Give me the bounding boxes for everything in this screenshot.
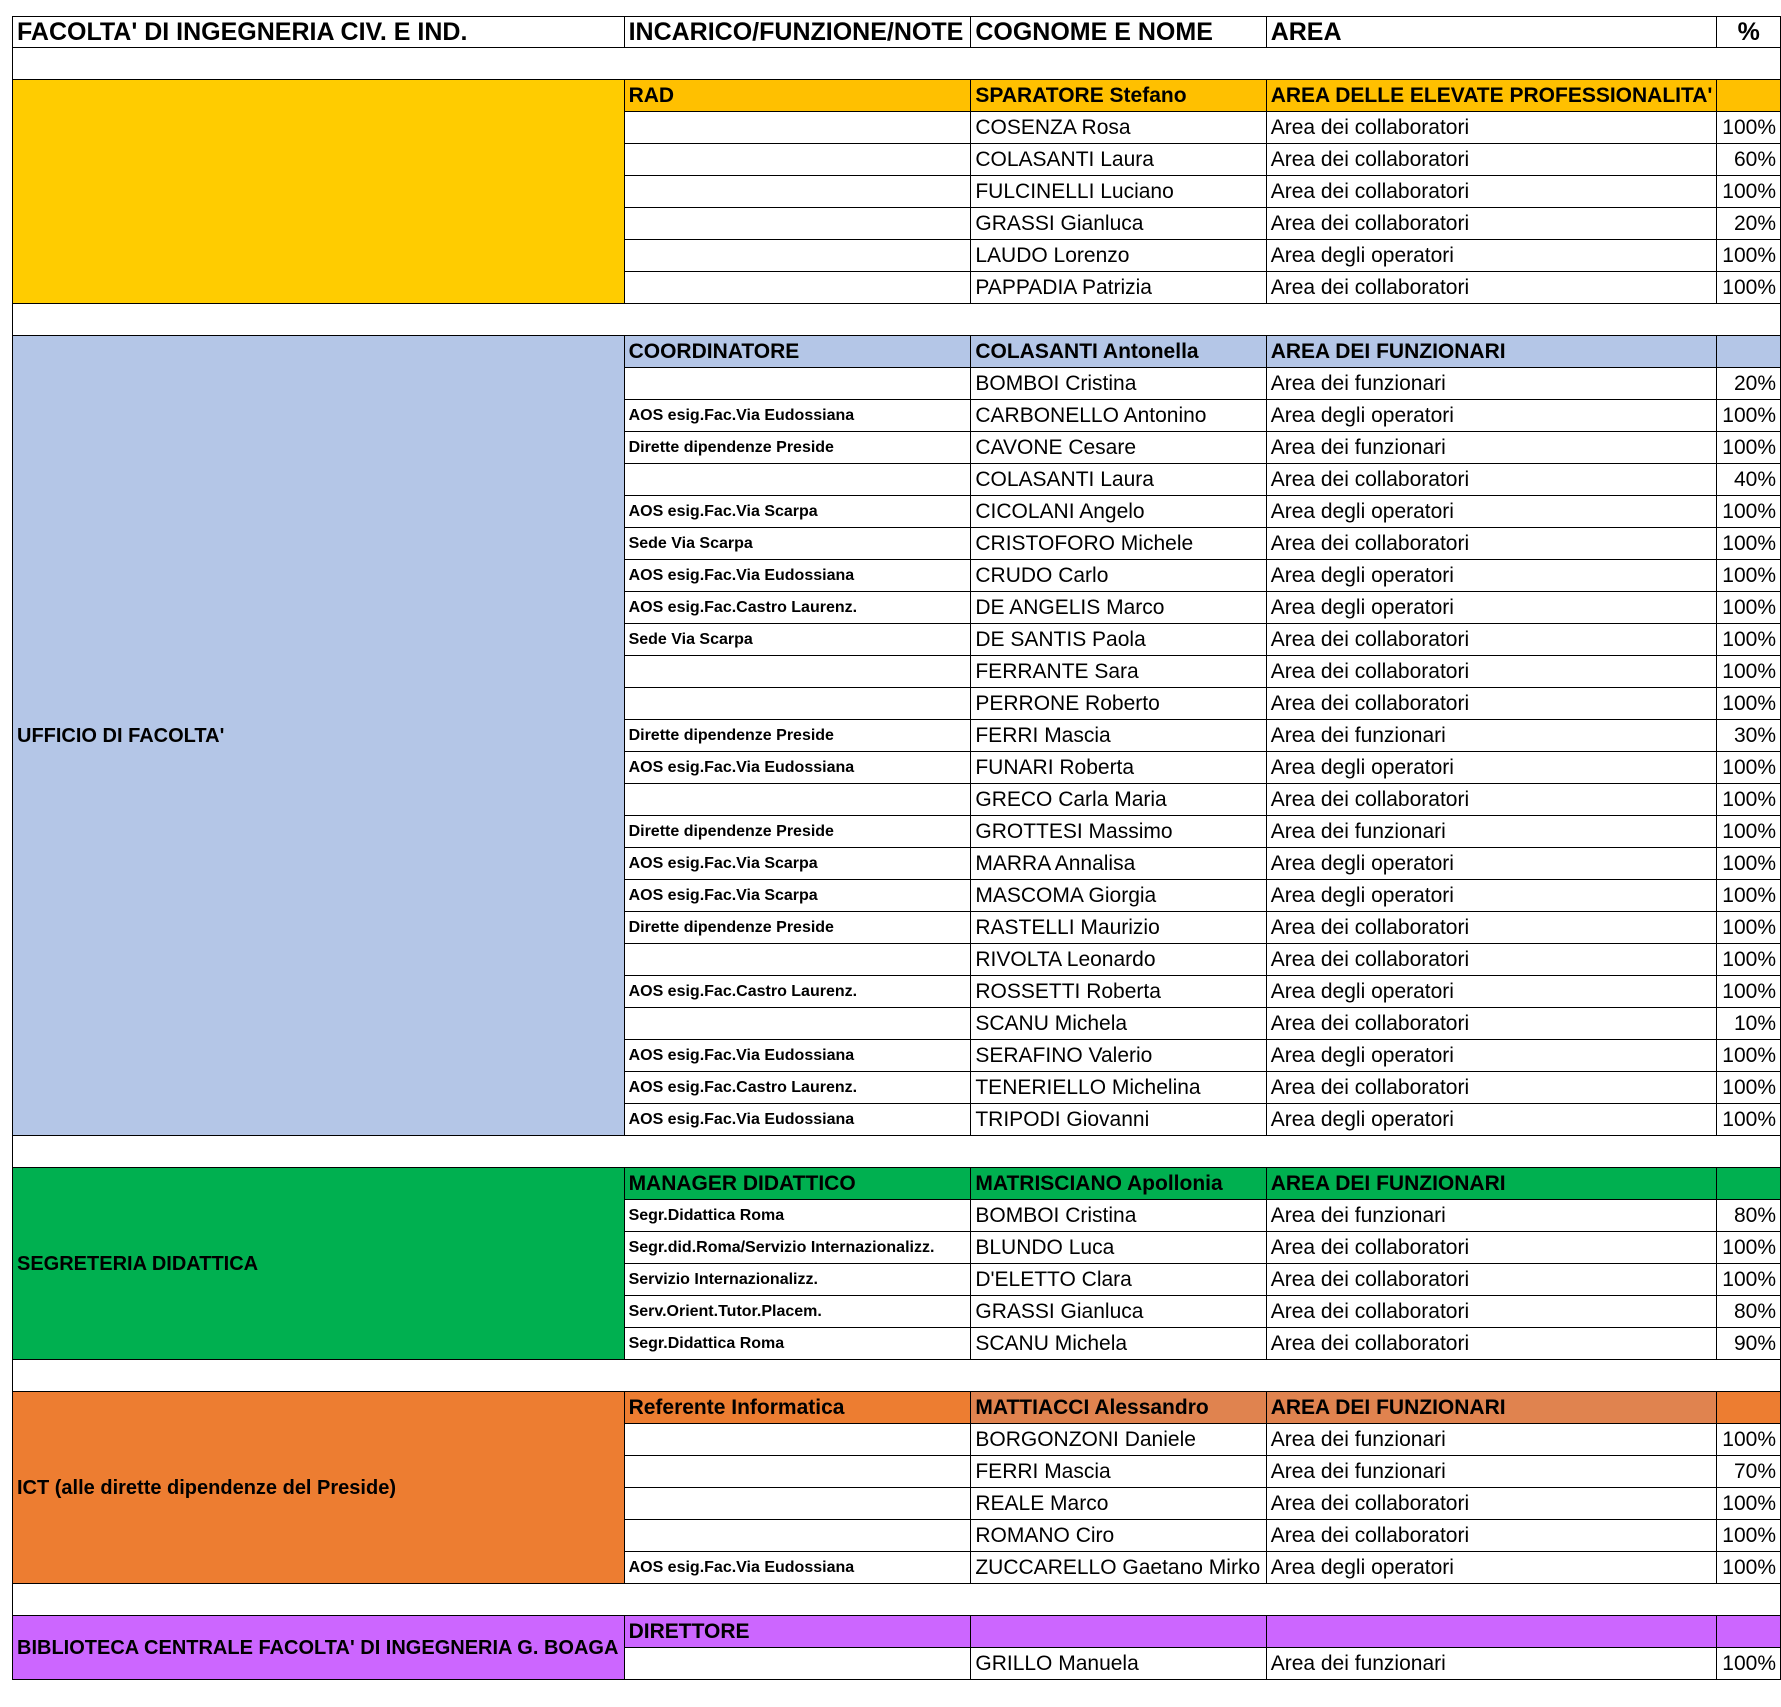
name-cell: TENERIELLO Michelina bbox=[971, 1072, 1266, 1104]
section-head-row bbox=[13, 1616, 1781, 1648]
name-cell: GROTTESI Massimo bbox=[971, 816, 1266, 848]
area-cell: Area dei collaboratori bbox=[1266, 464, 1717, 496]
name-cell: CICOLANI Angelo bbox=[971, 496, 1266, 528]
role-cell: Segr.Didattica Roma bbox=[624, 1200, 971, 1232]
role-cell: Dirette dipendenze Preside bbox=[624, 912, 971, 944]
role-cell: AOS esig.Fac.Via Scarpa bbox=[624, 496, 971, 528]
percent-cell: 100% bbox=[1717, 1552, 1781, 1584]
percent-cell: 70% bbox=[1717, 1456, 1781, 1488]
role-cell bbox=[624, 1488, 971, 1520]
role-cell: Dirette dipendenze Preside bbox=[624, 432, 971, 464]
name-cell: GRECO Carla Maria bbox=[971, 784, 1266, 816]
head-role: COORDINATORE bbox=[624, 336, 971, 368]
section-head-row bbox=[13, 80, 1781, 112]
name-cell: REALE Marco bbox=[971, 1488, 1266, 1520]
name-cell: MASCOMA Giorgia bbox=[971, 880, 1266, 912]
area-cell: Area degli operatori bbox=[1266, 1104, 1717, 1136]
percent-cell: 100% bbox=[1717, 592, 1781, 624]
role-cell: AOS esig.Fac.Castro Laurenz. bbox=[624, 592, 971, 624]
area-cell: Area degli operatori bbox=[1266, 592, 1717, 624]
percent-cell: 100% bbox=[1717, 1040, 1781, 1072]
area-cell: Area dei collaboratori bbox=[1266, 1072, 1717, 1104]
name-cell: BOMBOI Cristina bbox=[971, 1200, 1266, 1232]
name-cell: FERRI Mascia bbox=[971, 720, 1266, 752]
role-cell bbox=[624, 1648, 971, 1680]
name-cell: SCANU Michela bbox=[971, 1328, 1266, 1360]
separator-cell bbox=[13, 304, 1781, 336]
name-cell: BLUNDO Luca bbox=[971, 1232, 1266, 1264]
percent-cell: 100% bbox=[1717, 1072, 1781, 1104]
percent-cell: 100% bbox=[1717, 848, 1781, 880]
section-head-row bbox=[13, 336, 1781, 368]
percent-cell: 90% bbox=[1717, 1328, 1781, 1360]
role-cell: AOS esig.Fac.Via Eudossiana bbox=[624, 1104, 971, 1136]
role-cell bbox=[624, 464, 971, 496]
name-cell: DE ANGELIS Marco bbox=[971, 592, 1266, 624]
section-head-row bbox=[13, 1392, 1781, 1424]
name-cell: COSENZA Rosa bbox=[971, 112, 1266, 144]
area-cell: Area dei collaboratori bbox=[1266, 1264, 1717, 1296]
head-area bbox=[1266, 1616, 1717, 1648]
area-cell: Area dei collaboratori bbox=[1266, 1328, 1717, 1360]
separator-row bbox=[13, 1360, 1781, 1392]
percent-cell: 100% bbox=[1717, 976, 1781, 1008]
percent-cell: 100% bbox=[1717, 1104, 1781, 1136]
role-cell bbox=[624, 208, 971, 240]
role-cell: Dirette dipendenze Preside bbox=[624, 816, 971, 848]
percent-cell: 100% bbox=[1717, 1488, 1781, 1520]
role-cell bbox=[624, 944, 971, 976]
head-percent bbox=[1717, 1168, 1781, 1200]
percent-cell: 100% bbox=[1717, 752, 1781, 784]
percent-cell: 80% bbox=[1717, 1200, 1781, 1232]
area-cell: Area dei collaboratori bbox=[1266, 1296, 1717, 1328]
percent-cell: 100% bbox=[1717, 272, 1781, 304]
area-cell: Area degli operatori bbox=[1266, 976, 1717, 1008]
name-cell: GRASSI Gianluca bbox=[971, 1296, 1266, 1328]
role-cell: Sede Via Scarpa bbox=[624, 528, 971, 560]
separator-row bbox=[13, 48, 1781, 80]
area-cell: Area dei collaboratori bbox=[1266, 624, 1717, 656]
percent-cell: 100% bbox=[1717, 1264, 1781, 1296]
section-label: UFFICIO DI FACOLTA' bbox=[13, 336, 625, 1136]
name-cell: CRUDO Carlo bbox=[971, 560, 1266, 592]
head-name bbox=[971, 1616, 1266, 1648]
area-cell: Area dei funzionari bbox=[1266, 432, 1717, 464]
name-cell: CARBONELLO Antonino bbox=[971, 400, 1266, 432]
head-name: MATTIACCI Alessandro bbox=[971, 1392, 1266, 1424]
percent-cell: 100% bbox=[1717, 656, 1781, 688]
percent-cell: 10% bbox=[1717, 1008, 1781, 1040]
percent-cell: 20% bbox=[1717, 208, 1781, 240]
area-cell: Area dei collaboratori bbox=[1266, 272, 1717, 304]
role-cell bbox=[624, 688, 971, 720]
percent-cell: 20% bbox=[1717, 368, 1781, 400]
name-cell: SERAFINO Valerio bbox=[971, 1040, 1266, 1072]
separator-cell bbox=[13, 1360, 1781, 1392]
name-cell: BORGONZONI Daniele bbox=[971, 1424, 1266, 1456]
role-cell bbox=[624, 112, 971, 144]
area-cell: Area dei collaboratori bbox=[1266, 208, 1717, 240]
name-cell: CAVONE Cesare bbox=[971, 432, 1266, 464]
name-cell: D'ELETTO Clara bbox=[971, 1264, 1266, 1296]
name-cell: ROSSETTI Roberta bbox=[971, 976, 1266, 1008]
percent-cell: 40% bbox=[1717, 464, 1781, 496]
percent-cell: 100% bbox=[1717, 816, 1781, 848]
name-cell: COLASANTI Laura bbox=[971, 464, 1266, 496]
role-cell: AOS esig.Fac.Via Eudossiana bbox=[624, 752, 971, 784]
percent-cell: 100% bbox=[1717, 112, 1781, 144]
separator-row bbox=[13, 1584, 1781, 1616]
separator-cell bbox=[13, 1584, 1781, 1616]
name-cell: LAUDO Lorenzo bbox=[971, 240, 1266, 272]
percent-cell: 100% bbox=[1717, 1232, 1781, 1264]
area-cell: Area dei collaboratori bbox=[1266, 1008, 1717, 1040]
name-cell: FULCINELLI Luciano bbox=[971, 176, 1266, 208]
percent-cell: 100% bbox=[1717, 912, 1781, 944]
percent-cell: 100% bbox=[1717, 240, 1781, 272]
name-cell: ZUCCARELLO Gaetano Mirko bbox=[971, 1552, 1266, 1584]
role-cell: Sede Via Scarpa bbox=[624, 624, 971, 656]
name-cell: GRASSI Gianluca bbox=[971, 208, 1266, 240]
role-cell bbox=[624, 144, 971, 176]
role-cell: AOS esig.Fac.Via Scarpa bbox=[624, 848, 971, 880]
name-cell: RIVOLTA Leonardo bbox=[971, 944, 1266, 976]
area-cell: Area degli operatori bbox=[1266, 752, 1717, 784]
head-role: RAD bbox=[624, 80, 971, 112]
head-percent bbox=[1717, 1392, 1781, 1424]
role-cell bbox=[624, 272, 971, 304]
percent-cell: 100% bbox=[1717, 176, 1781, 208]
separator-row bbox=[13, 304, 1781, 336]
head-area: AREA DEI FUNZIONARI bbox=[1266, 1392, 1717, 1424]
name-cell: FERRI Mascia bbox=[971, 1456, 1266, 1488]
percent-cell: 100% bbox=[1717, 528, 1781, 560]
role-cell: AOS esig.Fac.Via Eudossiana bbox=[624, 400, 971, 432]
separator-cell bbox=[13, 1136, 1781, 1168]
role-cell bbox=[624, 1424, 971, 1456]
section-label: BIBLIOTECA CENTRALE FACOLTA' DI INGEGNERIA G. BOAGA bbox=[13, 1616, 625, 1680]
personnel-table bbox=[12, 16, 1781, 1680]
head-area: AREA DEI FUNZIONARI bbox=[1266, 1168, 1717, 1200]
role-cell: AOS esig.Fac.Via Eudossiana bbox=[624, 1552, 971, 1584]
area-cell: Area dei collaboratori bbox=[1266, 688, 1717, 720]
section-label: ICT (alle dirette dipendenze del Preside) bbox=[13, 1392, 625, 1584]
role-cell: AOS esig.Fac.Castro Laurenz. bbox=[624, 1072, 971, 1104]
head-percent bbox=[1717, 336, 1781, 368]
name-cell: ROMANO Ciro bbox=[971, 1520, 1266, 1552]
head-name: SPARATORE Stefano bbox=[971, 80, 1266, 112]
area-cell: Area dei funzionari bbox=[1266, 1648, 1717, 1680]
percent-cell: 100% bbox=[1717, 560, 1781, 592]
percent-cell: 100% bbox=[1717, 1424, 1781, 1456]
head-name: COLASANTI Antonella bbox=[971, 336, 1266, 368]
header-area: AREA bbox=[1266, 17, 1717, 48]
role-cell bbox=[624, 176, 971, 208]
role-cell: AOS esig.Fac.Via Eudossiana bbox=[624, 1040, 971, 1072]
name-cell: CRISTOFORO Michele bbox=[971, 528, 1266, 560]
area-cell: Area degli operatori bbox=[1266, 1552, 1717, 1584]
area-cell: Area dei collaboratori bbox=[1266, 784, 1717, 816]
area-cell: Area dei collaboratori bbox=[1266, 944, 1717, 976]
area-cell: Area dei funzionari bbox=[1266, 368, 1717, 400]
header-faculty: FACOLTA' DI INGEGNERIA CIV. E IND. bbox=[13, 17, 625, 48]
section-label: SEGRETERIA DIDATTICA bbox=[13, 1168, 625, 1360]
role-cell: AOS esig.Fac.Via Scarpa bbox=[624, 880, 971, 912]
role-cell: AOS esig.Fac.Via Eudossiana bbox=[624, 560, 971, 592]
percent-cell: 100% bbox=[1717, 944, 1781, 976]
name-cell: DE SANTIS Paola bbox=[971, 624, 1266, 656]
head-area: AREA DELLE ELEVATE PROFESSIONALITA' bbox=[1266, 80, 1717, 112]
percent-cell: 100% bbox=[1717, 400, 1781, 432]
area-cell: Area degli operatori bbox=[1266, 560, 1717, 592]
area-cell: Area dei collaboratori bbox=[1266, 912, 1717, 944]
header-percent: % bbox=[1717, 17, 1781, 48]
section-head-row bbox=[13, 1168, 1781, 1200]
area-cell: Area dei collaboratori bbox=[1266, 144, 1717, 176]
percent-cell: 100% bbox=[1717, 496, 1781, 528]
area-cell: Area dei collaboratori bbox=[1266, 112, 1717, 144]
percent-cell: 100% bbox=[1717, 624, 1781, 656]
role-cell bbox=[624, 240, 971, 272]
separator-row bbox=[13, 1136, 1781, 1168]
role-cell bbox=[624, 656, 971, 688]
area-cell: Area dei funzionari bbox=[1266, 720, 1717, 752]
area-cell: Area dei funzionari bbox=[1266, 1424, 1717, 1456]
role-cell bbox=[624, 1008, 971, 1040]
head-role: Referente Informatica bbox=[624, 1392, 971, 1424]
name-cell: TRIPODI Giovanni bbox=[971, 1104, 1266, 1136]
name-cell: COLASANTI Laura bbox=[971, 144, 1266, 176]
percent-cell: 100% bbox=[1717, 688, 1781, 720]
percent-cell: 100% bbox=[1717, 1520, 1781, 1552]
role-cell: Servizio Internazionalizz. bbox=[624, 1264, 971, 1296]
role-cell bbox=[624, 1456, 971, 1488]
name-cell: PERRONE Roberto bbox=[971, 688, 1266, 720]
header-role: INCARICO/FUNZIONE/NOTE bbox=[624, 17, 971, 48]
percent-cell: 100% bbox=[1717, 1648, 1781, 1680]
area-cell: Area dei funzionari bbox=[1266, 1200, 1717, 1232]
percent-cell: 100% bbox=[1717, 880, 1781, 912]
percent-cell: 100% bbox=[1717, 432, 1781, 464]
head-percent bbox=[1717, 80, 1781, 112]
area-cell: Area dei collaboratori bbox=[1266, 528, 1717, 560]
area-cell: Area degli operatori bbox=[1266, 1040, 1717, 1072]
name-cell: FUNARI Roberta bbox=[971, 752, 1266, 784]
role-cell bbox=[624, 1520, 971, 1552]
role-cell: Segr.Didattica Roma bbox=[624, 1328, 971, 1360]
area-cell: Area degli operatori bbox=[1266, 240, 1717, 272]
head-role: DIRETTORE bbox=[624, 1616, 971, 1648]
area-cell: Area dei collaboratori bbox=[1266, 1232, 1717, 1264]
role-cell bbox=[624, 784, 971, 816]
role-cell bbox=[624, 368, 971, 400]
head-name: MATRISCIANO Apollonia bbox=[971, 1168, 1266, 1200]
percent-cell: 30% bbox=[1717, 720, 1781, 752]
area-cell: Area degli operatori bbox=[1266, 880, 1717, 912]
table-body bbox=[13, 17, 1781, 1680]
name-cell: BOMBOI Cristina bbox=[971, 368, 1266, 400]
area-cell: Area dei funzionari bbox=[1266, 1456, 1717, 1488]
name-cell: SCANU Michela bbox=[971, 1008, 1266, 1040]
section-label bbox=[13, 80, 625, 304]
header-row bbox=[13, 17, 1781, 48]
area-cell: Area dei collaboratori bbox=[1266, 176, 1717, 208]
area-cell: Area degli operatori bbox=[1266, 400, 1717, 432]
head-percent bbox=[1717, 1616, 1781, 1648]
percent-cell: 60% bbox=[1717, 144, 1781, 176]
percent-cell: 100% bbox=[1717, 784, 1781, 816]
area-cell: Area dei funzionari bbox=[1266, 816, 1717, 848]
name-cell: GRILLO Manuela bbox=[971, 1648, 1266, 1680]
role-cell: Serv.Orient.Tutor.Placem. bbox=[624, 1296, 971, 1328]
area-cell: Area degli operatori bbox=[1266, 496, 1717, 528]
percent-cell: 80% bbox=[1717, 1296, 1781, 1328]
area-cell: Area dei collaboratori bbox=[1266, 656, 1717, 688]
head-role: MANAGER DIDATTICO bbox=[624, 1168, 971, 1200]
role-cell: Dirette dipendenze Preside bbox=[624, 720, 971, 752]
name-cell: RASTELLI Maurizio bbox=[971, 912, 1266, 944]
separator-cell bbox=[13, 48, 1781, 80]
area-cell: Area dei collaboratori bbox=[1266, 1488, 1717, 1520]
name-cell: MARRA Annalisa bbox=[971, 848, 1266, 880]
name-cell: FERRANTE Sara bbox=[971, 656, 1266, 688]
header-name: COGNOME E NOME bbox=[971, 17, 1266, 48]
area-cell: Area dei collaboratori bbox=[1266, 1520, 1717, 1552]
head-area: AREA DEI FUNZIONARI bbox=[1266, 336, 1717, 368]
role-cell: Segr.did.Roma/Servizio Internazionalizz. bbox=[624, 1232, 971, 1264]
name-cell: PAPPADIA Patrizia bbox=[971, 272, 1266, 304]
area-cell: Area degli operatori bbox=[1266, 848, 1717, 880]
role-cell: AOS esig.Fac.Castro Laurenz. bbox=[624, 976, 971, 1008]
